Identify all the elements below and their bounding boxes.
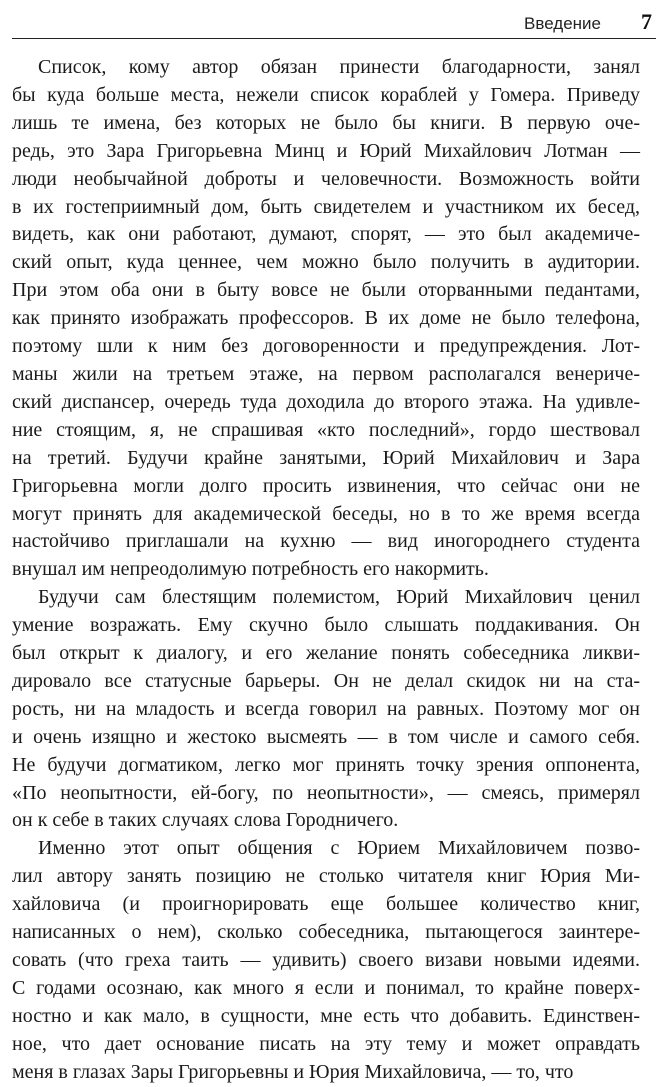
- text-line: маны жили на третьем этаже, на первом располагался венериче-: [12, 362, 640, 385]
- text-line: Не будучи догматиком, легко мог принять точку зрения оппонента,: [12, 753, 640, 776]
- text-line: Будучи сам блестящим полемистом, Юрий Михайлович ценил: [38, 586, 640, 609]
- text-line: могут принять для академической беседы, но в то же время всегда: [12, 502, 640, 525]
- text-line: ский диспансер, очередь туда доходила до второго этажа. На удивле-: [12, 390, 640, 413]
- text-line: поэтому шли к ним без договоренности и предупреждения. Лот-: [12, 335, 640, 358]
- text-line: лил автору занять позицию не столько читателя книг Юрия Ми-: [12, 865, 640, 888]
- text-line: как принято изображать профессоров. В их доме не было телефона,: [12, 307, 640, 330]
- text-line: Григорьевна могли долго просить извинения, что сейчас они не: [12, 474, 640, 497]
- text-line: ное, что дает основание писать на эту тему и может оправдать: [12, 1032, 640, 1055]
- paragraph: [12, 54, 640, 584]
- text-line: ние стоящим, я, не спрашивая «кто последний», гордо шествовал: [12, 418, 640, 441]
- text-line: дировало все статусные барьеры. Он не делал скидок ни на ста-: [12, 669, 640, 692]
- text-line: он к себе в таких случаях слова Городничего.: [12, 809, 399, 832]
- text-line: С годами осознаю, как много я если и понимал, то крайне поверх-: [12, 976, 640, 999]
- text-line: в их гостеприимный дом, быть свидетелем и участником их бесед,: [12, 195, 640, 218]
- text-line: Список, кому автор обязан принести благодарности, занял: [38, 56, 640, 78]
- text-line: внушал им непреодолимую потребность его накормить.: [12, 558, 489, 581]
- text-line: Именно этот опыт общения с Юрием Михайловичем позво-: [38, 837, 640, 860]
- text-line: ностно и как мало, в сущности, мне есть что добавить. Единствен-: [12, 1004, 640, 1027]
- text-line: умение возражать. Ему скучно было слышать поддакивания. Он: [12, 614, 640, 637]
- text-line: на третий. Будучи крайне занятыми, Юрий Михайлович и Зара: [12, 446, 640, 469]
- section-title: Введение: [524, 14, 601, 33]
- text-line: видеть, как они работают, думают, спорят, — это был академиче-: [12, 223, 640, 246]
- text-line: рость, ни на младость и всегда говорил на равных. Поэтому мог он: [12, 697, 640, 720]
- text-line: люди необычайной доброты и человечности. Возможность войти: [12, 167, 640, 190]
- running-header: [12, 6, 656, 39]
- page-number: 7: [641, 9, 652, 34]
- paragraph: [12, 584, 640, 835]
- text-line: При этом оба они в быту вовсе не были оторванными педантами,: [12, 279, 640, 302]
- text-line: был открыт к диалогу, и его желание понять собеседника ликви-: [12, 642, 640, 665]
- paragraph: [12, 835, 640, 1086]
- body-text: [12, 54, 640, 1087]
- text-line: бы куда больше места, нежели список кораблей у Гомера. Приведу: [12, 83, 640, 106]
- text-line: настойчиво приглашали на кухню — вид иногороднего студента: [12, 530, 640, 553]
- text-line: написанных о нем), сколько собеседника, пытающегося заинтере-: [12, 921, 640, 944]
- text-line: лишь те имена, без которых не было бы книги. В первую оче-: [12, 111, 640, 134]
- text-line: хайловича (и проигнорировать еще большее количество книг,: [12, 893, 640, 916]
- text-line: «По неопытности, ей-богу, по неопытности», — смеясь, примерял: [12, 781, 640, 804]
- text-line: ский опыт, куда ценнее, чем можно было получить в аудитории.: [12, 251, 640, 274]
- text-line: совать (что греха таить — удивить) своего визави новыми идеями.: [12, 949, 640, 971]
- text-line: и очень изящно и жестоко высмеять — в том числе и самого себя.: [12, 725, 640, 748]
- text-line: меня в глазах Зары Григорьевны и Юрия Михайловича, — то, что: [12, 1060, 574, 1083]
- text-line: редь, это Зара Григорьевна Минц и Юрий Михайлович Лотман —: [12, 139, 640, 162]
